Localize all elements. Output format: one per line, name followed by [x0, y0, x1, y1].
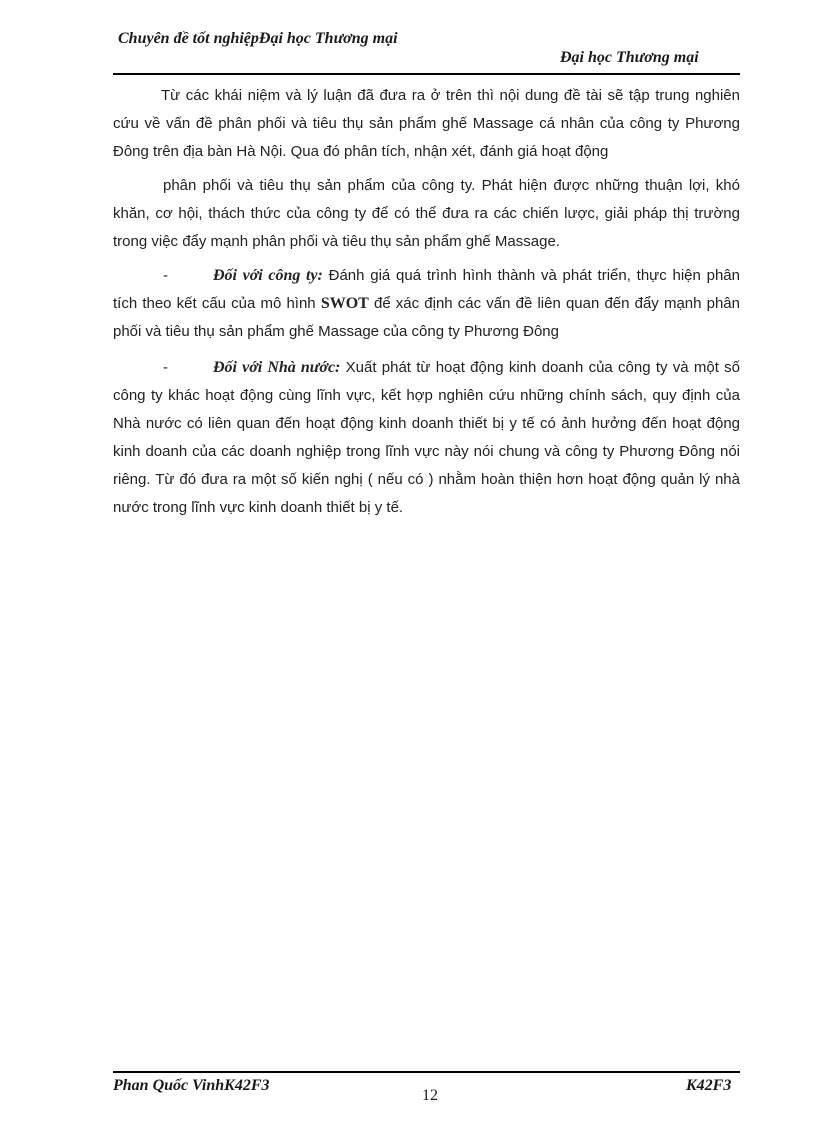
company-text-2: để xác định các vấn đề liên quan đến đẩy mạnh phân phối và tiêu thụ sản phẩm ghế Massage của công ty Phương Đông [113, 295, 740, 340]
bullet-dash: - [163, 267, 168, 284]
header-left-title: Chuyên đề tốt nghiệpĐại học Thương mại [118, 30, 398, 47]
state-text: Xuất phát từ hoạt động kinh doanh của công ty và một số công ty khác hoạt động cùng lĩnh vực, kết hợp nghiên cứu những chính sách, quy định của Nhà nước có liên quan đến hoạt động kinh doanh thiết bị y tế có ảnh hưởng đến hoạt động kinh doanh của các doanh nghiệp trong lĩnh vực này nói chung và công ty Phương Đông nói riêng. Từ đó đưa ra một số kiến nghị ( nếu có ) nhằm hoàn thiện hơn hoạt động quản lý nhà nước trong lĩnh vực kinh doanh thiết bị y tế. [113, 359, 740, 516]
header-right-title: Đại học Thương mại [560, 49, 699, 66]
header-divider [113, 73, 740, 75]
page-number: 12 [422, 1087, 438, 1104]
company-text-1: Đánh giá quá trình hình thành và phát triển, thực hiện phân tích theo kết cấu của mô hình [113, 267, 740, 312]
paragraph-state [113, 354, 740, 522]
paragraph-intro: Từ các khái niệm và lý luận đã đưa ra ở trên thì nội dung đề tài sẽ tập trung nghiên cứu về vấn đề phân phối và tiêu thụ sản phẩm ghế Massage cá nhân của công ty Phương Đông trên địa bàn Hà Nội. Qua đó phân tích, nhận xét, đánh giá hoạt động [113, 87, 740, 160]
paragraph-company [113, 262, 740, 346]
paragraph-continuation: phân phối và tiêu thụ sản phẩm của công ty. Phát hiện được những thuận lợi, khó khăn, cơ hội, thách thức của công ty để có thể đưa ra các chiến lược, giải pháp thị trường trong việc đẩy mạnh phân phối và tiêu thụ sản phẩm ghế Massage. [113, 177, 740, 250]
state-label: Đối với Nhà nước: [213, 359, 341, 376]
body-content [113, 82, 740, 522]
bullet-dash: - [163, 359, 168, 376]
footer-class-code: K42F3 [686, 1077, 732, 1094]
footer-divider [113, 1071, 740, 1073]
swot-term: SWOT [320, 295, 369, 312]
company-label: Đối với công ty: [213, 267, 323, 284]
footer-author: Phan Quốc VinhK42F3 [113, 1077, 270, 1094]
